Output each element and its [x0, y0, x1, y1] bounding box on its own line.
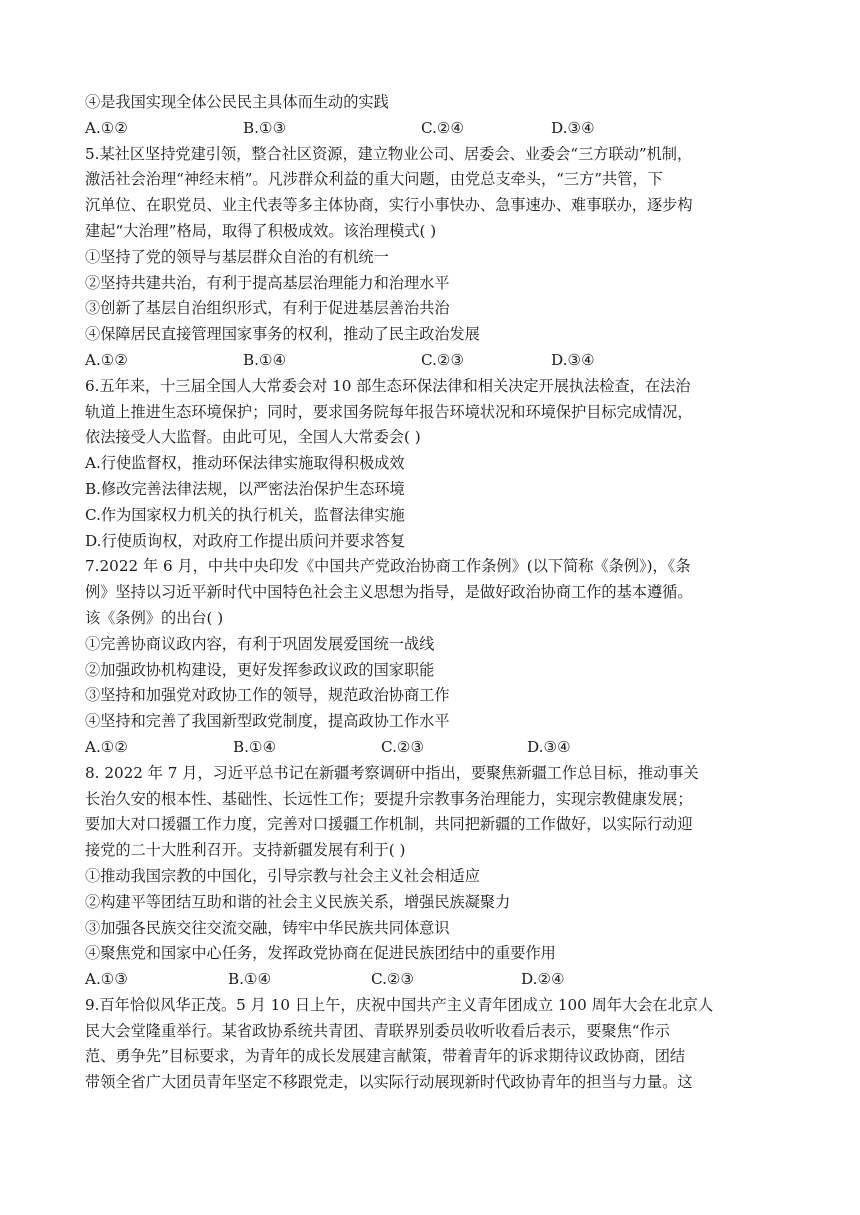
- option-a: A.①②: [85, 737, 129, 756]
- question-text-line: 范、勇争先”目标要求，为青年的成长发展建言献策，带着青年的诉求期待议政协商，团结: [85, 1047, 686, 1066]
- question-8: [85, 761, 779, 993]
- question-text-line: 接党的二十大胜利召开。支持新疆发展有利于( ): [85, 841, 406, 860]
- statement-3: ③创新了基层自治组织形式，有利于促进基层善治共治: [85, 299, 450, 318]
- options-row: [85, 348, 779, 374]
- question-text-line: 建起“大治理”格局，取得了积极成效。该治理模式( ): [85, 221, 437, 240]
- statement-2: ②构建平等团结互助和谐的社会主义民族关系，增强民族凝聚力: [85, 892, 511, 911]
- question-5: [85, 142, 779, 374]
- statement-4: ④聚焦党和国家中心任务，发挥政党协商在促进民族团结中的重要作用: [85, 944, 556, 963]
- options-row: [85, 735, 779, 761]
- statement-4: ④坚持和完善了我国新型政党制度，提高政协工作水平: [85, 712, 450, 731]
- question-text-line: 民大会堂隆重举行。某省政协系统共青团、青联界别委员收听收看后表示，要聚焦“作示: [85, 1021, 670, 1040]
- question-text-line: 5.某社区坚持党建引领，整合社区资源，建立物业公司、居委会、业委会“三方联动”机制，: [85, 144, 693, 163]
- question-text-line: 7.2022 年 6 月，中共中央印发《中国共产党政治协商工作条例》(以下简称《条例》)，《条: [85, 557, 691, 576]
- question-text-line: 沉单位、在职党员、业主代表等多主体协商，实行小事快办、急事速办、难事联办，逐步构: [85, 196, 693, 215]
- statement-1: ①推动我国宗教的中国化，引导宗教与社会主义社会相适应: [85, 866, 480, 885]
- question-text-line: 要加大对口援疆工作力度，完善对口援疆工作机制，共同把新疆的工作做好，以实际行动迎: [85, 815, 693, 834]
- choice-d: D.行使质询权，对政府工作提出质问并要求答复: [85, 531, 406, 550]
- statement-1: ①完善协商议政内容，有利于巩固发展爱国统一战线: [85, 634, 435, 653]
- question-6: [85, 374, 779, 555]
- statement-3: ③坚持和加强党对政协工作的领导，规范政治协商工作: [85, 686, 450, 705]
- question-text-line: 该《条例》的出台( ): [85, 608, 224, 627]
- question-9: [85, 993, 779, 1096]
- exam-page: [85, 90, 779, 1096]
- question-text-line: 9.百年恰似风华正茂。5 月 10 日上午，庆祝中国共产主义青年团成立 100 周年大会在北京人: [85, 995, 714, 1014]
- option-c: C.②③: [381, 737, 425, 756]
- question-text-line: 激活社会治理“神经末梢”。凡涉群众利益的重大问题，由党总支牵头，“三方”共管，下: [85, 170, 663, 189]
- question-text-line: 长治久安的根本性、基础性、长远性工作；要提升宗教事务治理能力，实现宗教健康发展；: [85, 789, 693, 808]
- option-d: D.③④: [551, 350, 595, 369]
- option-b: B.①④: [233, 737, 277, 756]
- question-text-line: 依法接受人大监督。由此可见，全国人大常委会( ): [85, 428, 421, 447]
- option-c: C.②④: [421, 118, 465, 137]
- statement-2: ②坚持共建共治，有利于提高基层治理能力和治理水平: [85, 273, 450, 292]
- choice-a: A.行使监督权，推动环保法律实施取得积极成效: [85, 454, 405, 473]
- option-c: C.②③: [421, 350, 465, 369]
- option-d: D.③④: [527, 737, 571, 756]
- choice-b: B.修改完善法律法规，以严密法治保护生态环境: [85, 479, 405, 498]
- statement-1: ①坚持了党的领导与基层群众自治的有机统一: [85, 247, 389, 266]
- question-text-line: 例》坚持以习近平新时代中国特色社会主义思想为指导，是做好政治协商工作的基本遵循。: [85, 583, 693, 602]
- statement-4: ④保障居民直接管理国家事务的权利，推动了民主政治发展: [85, 325, 480, 344]
- statement-4-prev: ④是我国实现全体公民民主具体而生动的实践: [85, 93, 389, 111]
- option-a: A.①②: [85, 350, 129, 369]
- option-d: D.②④: [521, 970, 565, 989]
- question-text-line: 8. 2022 年 7 月，习近平总书记在新疆考察调研中指出，要聚焦新疆工作总目标，推动事关: [85, 763, 699, 782]
- question-text-line: 带领全省广大团员青年坚定不移跟党走，以实际行动展现新时代政协青年的担当与力量。这: [85, 1073, 693, 1092]
- option-a: A.①③: [85, 970, 129, 989]
- question-7: [85, 554, 779, 760]
- statement-3: ③加强各民族交往交流交融，铸牢中华民族共同体意识: [85, 918, 450, 937]
- options-row-prev: [85, 116, 779, 142]
- option-d: D.③④: [551, 118, 595, 137]
- question-text-line: 轨道上推进生态环境保护；同时，要求国务院每年报告环境状况和环境保护目标完成情况，: [85, 402, 693, 421]
- question-text-line: 6.五年来，十三届全国人大常委会对 10 部生态环保法律和相关决定开展执法检查，在法治: [85, 376, 691, 395]
- option-b: B.①④: [243, 350, 287, 369]
- option-a: A.①②: [85, 118, 129, 137]
- statement-2: ②加强政协机构建设，更好发挥参政议政的国家职能: [85, 660, 435, 679]
- options-row: [85, 967, 779, 993]
- option-c: C.②③: [371, 970, 415, 989]
- option-b: B.①③: [243, 118, 287, 137]
- option-b: B.①④: [228, 970, 272, 989]
- choice-c: C.作为国家权力机关的执行机关，监督法律实施: [85, 505, 405, 524]
